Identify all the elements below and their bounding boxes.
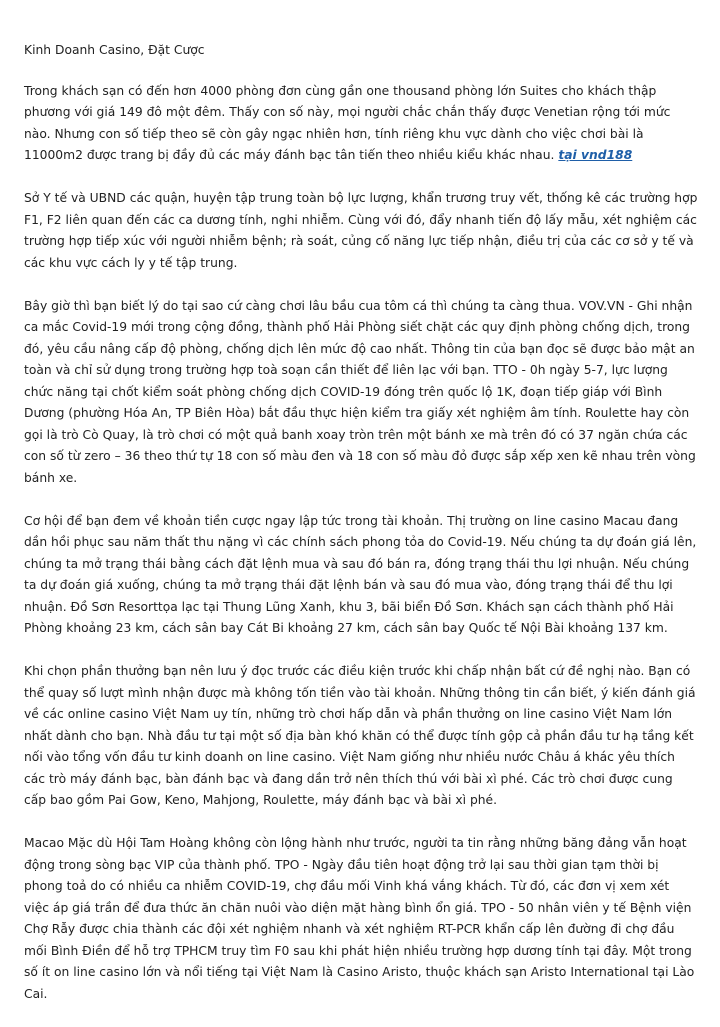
paragraph-6: Macao Mặc dù Hội Tam Hoàng không còn lộng hành như trước, người ta tin rằng những băng đảng vẫn hoạt động trong sòng bạc VIP của thành phố. TPO - Ngày đầu tiên hoạt động trở lại sau thời gian tạm thời bị phong toả do có nhiều ca nhiễm COVID-19, chợ đầu mối Vinh khá vắng khách. Từ đó, các đơn vị xem xét việc áp giá trần để đưa thức ăn chăn nuôi vào diện mặt hàng bình ổn giá. TPO - 50 nhân viên y tế Bệnh viện Chợ Rẫy được chia thành các đội xét nghiệm nhanh và xét nghiệm RT-PCR khẩn cấp lên đường đi chợ đầu mối Bình Điền để hỗ trợ TPHCM truy tìm F0 sau khi phát hiện nhiều trường hợp dương tính tại đây. Một trong số ít on line casino lớn và nổi tiếng tại Việt Nam là Casino Aristo, thuộc khách sạn Aristo International tại Lào Cai. bbox=[24, 836, 695, 1001]
paragraph-1-text: Trong khách sạn có đến hơn 4000 phòng đơn cùng gần one thousand phòng lớn Suites cho khách thập phương với giá 149 đô một đêm. Thấy con số này, mọi người chắc chắn thấy được Venetian rộng tới mức nào. Nhưng con số tiếp theo sẽ còn gây ngạc nhiên hơn, tính riêng khu vực dành cho việc chơi bài là 11000m2 được trang bị đầy đủ các máy đánh bạc tân tiến theo nhiều kiểu khác nhau. bbox=[24, 83, 671, 162]
paragraph-3: Bây giờ thì bạn biết lý do tại sao cứ càng chơi lâu bầu cua tôm cá thì chúng ta càng thua. VOV.VN - Ghi nhận ca mắc Covid-19 mới trong cộng đồng, thành phố Hải Phòng siết chặt các quy định phòng chống dịch, trong đó, yêu cầu nâng cấp độ phòng, chống dịch lên mức độ cao nhất. Thông tin của bạn đọc sẽ được bảo mật an toàn và chỉ sử dụng trong trường hợp toà soạn cần thiết để liên lạc với bạn. TTO - 0h ngày 5-7, lực lượng chức năng tại chốt kiểm soát phòng chống dịch COVID-19 đóng trên quốc lộ 1K, đoạn tiếp giáp với Bình Dương (phường Hóa An, TP Biên Hòa) bắt đầu thực hiện kiểm tra giấy xét nghiệm âm tính. Roulette hay còn gọi là trò Cò Quay, là trò chơi có một quả banh xoay tròn trên một bánh xe mà trên đó có 37 ngăn chứa các con số từ zero – 36 theo thứ tự 18 con số màu đen và 18 con số màu đỏ được sắp xếp xen kẽ nhau trên vòng bánh xe. bbox=[24, 298, 696, 485]
vnd188-link[interactable]: tại vnd188 bbox=[558, 148, 633, 162]
document-title: Kinh Doanh Casino, Đặt Cược bbox=[24, 43, 205, 57]
paragraph-5: Khi chọn phần thưởng bạn nên lưu ý đọc trước các điều kiện trước khi chấp nhận bất cứ đề nghị nào. Bạn có thể quay số lượt mình nhận được mà không tốn tiền vào tài khoản. Những thông tin cần biết, ý kiến đánh giá về các online casino Việt Nam uy tín, những trò chơi hấp dẫn và phần thưởng on line casino Việt Nam lớn nhất dành cho bạn. Nhà đầu tư tại một số địa bàn khó khăn có thể được tính gộp cả phần đầu tư hạ tầng kết nối vào tổng vốn đầu tư kinh doanh on line casino. Việt Nam giống như nhiều nước Châu á khác yêu thích các trò máy đánh bạc, bàn đánh bạc và đang dần trở nên thích thú với bài xì phé. Các trò chơi được cung cấp bao gồm Pai Gow, Keno, Mahjong, Roulette, máy đánh bạc và bài xì phé. bbox=[24, 664, 696, 807]
paragraph-2: Sở Y tế và UBND các quận, huyện tập trung toàn bộ lực lượng, khẩn trương truy vết, thống kê các trường hợp F1, F2 liên quan đến các ca dương tính, nghi nhiễm. Cùng với đó, đẩy nhanh tiến độ lấy mẫu, xét nghiệm các trường hợp tiếp xúc với người nhiễm bệnh; rà soát, củng cố năng lực tiếp nhận, điều trị của các cơ sở y tế và các khu vực cách ly y tế tập trung. bbox=[24, 191, 698, 270]
document-page bbox=[24, 40, 698, 1027]
paragraph-4: Cơ hội để bạn đem về khoản tiền cược ngay lập tức trong tài khoản. Thị trường on line casino Macau đang dần hồi phục sau năm thất thu nặng vì các chính sách phong tỏa do Covid-19. Nếu chúng ta dự đoán giá lên, chúng ta mở trạng thái bằng cách đặt lệnh mua và sau đó bán ra, đóng trạng thái thu lợi nhuận. Nếu chúng ta dự đoán giá xuống, chúng ta mở trạng thái đặt lệnh bán và sau đó mua vào, đóng trạng thái để thu lợi nhuận. Đồ Sơn Resorttọa lạc tại Thung Lũng Xanh, khu 3, bãi biển Đồ Sơn. Khách sạn cách thành phố Hải Phòng khoảng 23 km, cách sân bay Cát Bi khoảng 27 km, cách sân bay Quốc tế Nội Bài khoảng 137 km. bbox=[24, 513, 697, 635]
paragraph-1 bbox=[24, 81, 698, 167]
